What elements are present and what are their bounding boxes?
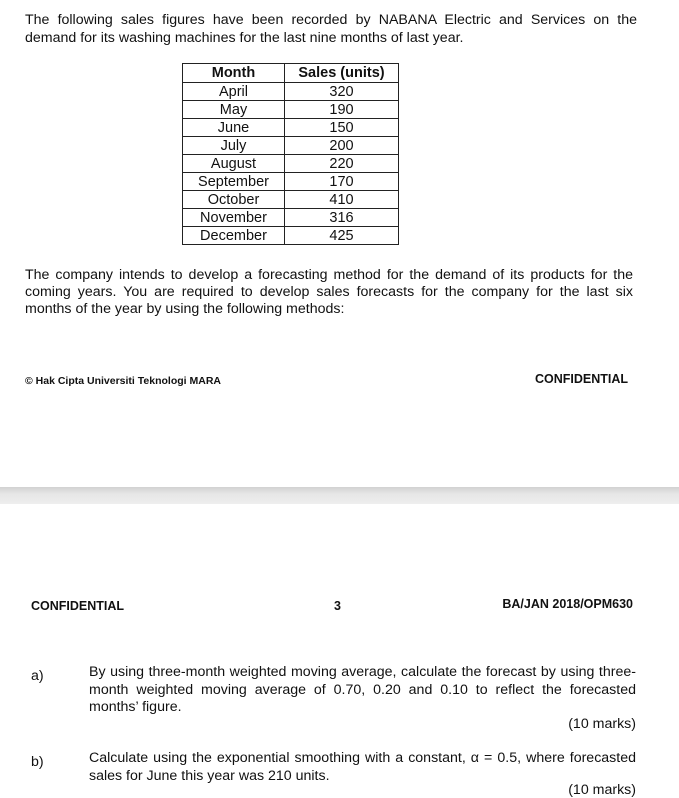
question-b-text: Calculate using the exponential smoothing with a constant, α = 0.5, where forecasted sales for June this year was 210 units. (89, 750, 636, 784)
confidential-header: CONFIDENTIAL (31, 599, 125, 613)
month-cell: May (183, 101, 285, 119)
question-b-label: b) (31, 754, 44, 770)
page-3 (0, 504, 679, 798)
sales-cell: 150 (285, 119, 399, 137)
column-header-month: Month (183, 64, 285, 83)
sales-cell: 425 (285, 227, 399, 245)
table-row (183, 191, 399, 209)
month-cell: November (183, 209, 285, 227)
month-cell: April (183, 83, 285, 101)
page-number: 3 (334, 599, 341, 613)
question-b-marks: (10 marks) (568, 782, 636, 798)
month-cell: June (183, 119, 285, 137)
question-a-text: By using three-month weighted moving average, calculate the forecast by using three-month weighted moving average of 0.70, 0.20 and 0.10 to reflect the forecasted months’ figure. (89, 664, 636, 715)
month-cell: October (183, 191, 285, 209)
exam-code: BA/JAN 2018/OPM630 (502, 597, 633, 611)
page-separator (0, 487, 679, 504)
table-header-row (183, 64, 399, 83)
sales-cell: 316 (285, 209, 399, 227)
month-cell: July (183, 137, 285, 155)
sales-cell: 190 (285, 101, 399, 119)
sales-cell: 220 (285, 155, 399, 173)
sales-cell: 170 (285, 173, 399, 191)
sales-cell: 200 (285, 137, 399, 155)
instructions-paragraph: The company intends to develop a forecasting method for the demand of its products for the coming years. You are required to develop sales forecasts for the company for the last six months of the year by using the following methods: (25, 267, 633, 317)
month-cell: August (183, 155, 285, 173)
table-row (183, 119, 399, 137)
month-cell: December (183, 227, 285, 245)
sales-cell: 410 (285, 191, 399, 209)
sales-table (182, 63, 399, 245)
sales-cell: 320 (285, 83, 399, 101)
copyright-footer: © Hak Cipta Universiti Teknologi MARA (25, 375, 221, 387)
table-row (183, 155, 399, 173)
table-row (183, 227, 399, 245)
confidential-footer: CONFIDENTIAL (534, 372, 628, 386)
month-cell: September (183, 173, 285, 191)
question-a-label: a) (31, 668, 44, 684)
table-row (183, 101, 399, 119)
table-row (183, 83, 399, 101)
table-row (183, 173, 399, 191)
table-row (183, 209, 399, 227)
intro-paragraph: The following sales figures have been recorded by NABANA Electric and Services on the demand for its washing machines for the last nine months of last year. (25, 12, 637, 46)
column-header-sales: Sales (units) (285, 64, 399, 83)
question-a-marks: (10 marks) (568, 716, 636, 732)
table-row (183, 137, 399, 155)
